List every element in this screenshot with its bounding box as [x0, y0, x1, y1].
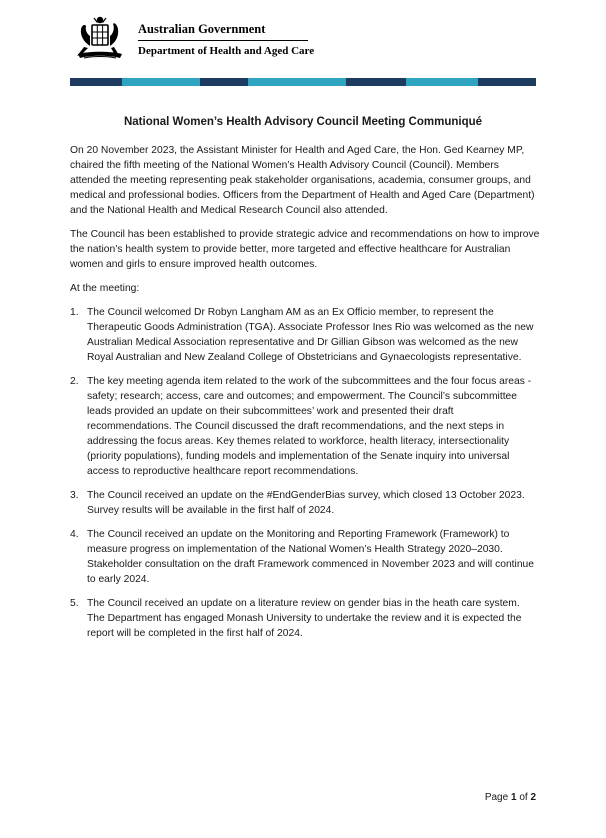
list-item-text: The Council received an update on a literature review on gender bias in the heath care system. The Department has engaged Monash University to undertake the review and it is expected the report will be completed in the first half of 2024. — [87, 598, 522, 639]
stripe-segment — [200, 78, 248, 86]
list-item-number: 3. — [70, 490, 79, 501]
list-item — [70, 527, 540, 587]
document-body — [70, 143, 540, 650]
stripe-segment — [478, 78, 536, 86]
list-item-text: The Council received an update on the Monitoring and Reporting Framework (Framework) to measure progress on implementation of the National Women’s Health Strategy 2020–2030. Stakeholder consultation on the draft Framework commenced in November 2023 and will continue to early 2024. — [87, 529, 535, 585]
list-item-text: The key meeting agenda item related to the work of the subcommittees and the four focus areas - safety; research; access, care and outcomes; and empowerment. The Council’s subcommittee leads provided an update on their subcommittees’ work and presented their draft recommendations. The Council discussed the draft recommendations, and the next steps in addressing the focus areas. Key themes related to workforce, health literacy, intersectionality (priority populations), funding models and implementation of the Senate inquiry into universal access to reproductive healthcare report recommendations. — [87, 376, 532, 477]
list-item — [70, 596, 540, 641]
list-item — [70, 374, 540, 479]
page-number — [485, 792, 536, 803]
coat-of-arms-icon — [70, 14, 130, 62]
page-total: 2 — [530, 792, 536, 803]
stripe-segment — [406, 78, 478, 86]
of-word: of — [519, 792, 528, 803]
intro-paragraph: On 20 November 2023, the Assistant Minister for Health and Aged Care, the Hon. Ged Kearney MP, chaired the fifth meeting of the National Women’s Health Advisory Council (Council). Members attended the meeting representing peak stakeholder organisations, academia, consumer groups, and medical and professional bodies. Officers from the Department of Health and Aged Care (Department) and the National Health and Medical Research Council also attended. — [70, 145, 535, 216]
stripe-segment — [122, 78, 200, 86]
list-item-number: 1. — [70, 307, 79, 318]
list-item — [70, 488, 540, 518]
list-item-text: The Council received an update on the #EndGenderBias survey, which closed 13 October 2023. Survey results will be available in the first half of 2024. — [87, 490, 525, 516]
department-name: Department of Health and Aged Care — [138, 45, 315, 57]
list-item-number: 5. — [70, 598, 79, 609]
government-branding — [138, 22, 314, 58]
stripe-segment — [248, 78, 346, 86]
purpose-paragraph: The Council has been established to provide strategic advice and recommendations on how to improve the nation’s health system to provide better, more targeted and effective healthcare for Australian women and girls to ensure improved health outcomes. — [70, 229, 540, 270]
page-word: Page — [484, 792, 509, 803]
meeting-lead-in: At the meeting: — [70, 283, 140, 294]
meeting-items-list — [70, 305, 540, 641]
list-item-text: The Council welcomed Dr Robyn Langham AM as an Ex Officio member, to represent the Therapeutic Goods Administration (TGA). Associate Professor Ines Rio was welcomed as the new Australian Medical Association representative and Dr Gillian Gibson was welcomed as the new Royal Australian and New Zealand College of Obstetricians and Gynaecologists representative. — [87, 307, 534, 363]
document-title: National Women’s Health Advisory Council Meeting Communiqué — [123, 116, 483, 128]
header-stripe — [70, 78, 536, 86]
list-item — [70, 305, 540, 365]
list-item-number: 4. — [70, 529, 79, 540]
government-name: Australian Government — [138, 22, 266, 36]
stripe-segment — [70, 78, 122, 86]
page-header — [70, 14, 314, 62]
stripe-segment — [346, 78, 406, 86]
list-item-number: 2. — [70, 376, 79, 387]
branding-divider — [138, 40, 308, 41]
page-current: 1 — [510, 792, 517, 803]
